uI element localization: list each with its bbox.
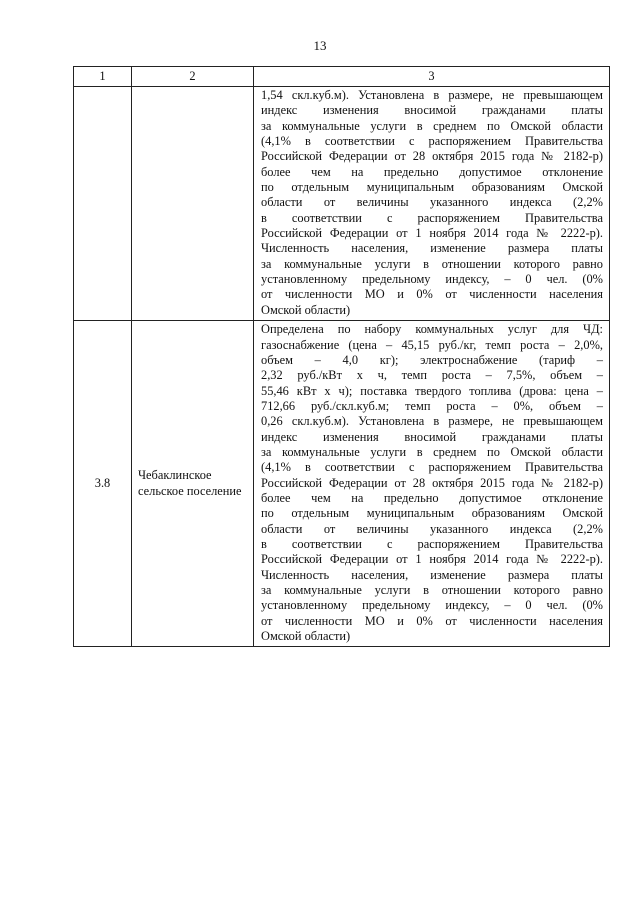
row-number [74, 87, 132, 321]
text-line: от численности МО и 0% от численности населения [261, 613, 603, 628]
text-line: более чем на предельно допустимое отклонение [261, 490, 603, 505]
text-line: области от величины указанного индекса (2,2% [261, 521, 603, 536]
text-line: (4,1% в соответствии с распоряжением Правительства [261, 460, 603, 475]
municipality-name: Чебаклинское сельское поселение [132, 321, 254, 647]
text-line: Определена по набору коммунальных услуг для ЧД: [261, 322, 603, 337]
page-number: 13 [313, 38, 327, 53]
text-line: газоснабжение (цена – 45,15 руб./кг, темп роста – 2,0%, [261, 337, 603, 352]
text-line: в соответствии с распоряжением Правительства [261, 210, 603, 225]
text-line: за коммунальные услуги в отношении которого равно [261, 583, 603, 597]
text-line: индекс изменения вносимой гражданами платы [261, 429, 603, 444]
column-header-3: 3 [254, 67, 610, 87]
column-header-2: 2 [132, 67, 254, 87]
text-line: Омской области) [261, 629, 351, 644]
text-line: Российской Федерации от 1 ноября 2014 года № 2222-р). [261, 552, 603, 567]
table-row [74, 321, 610, 647]
text-line: установленному предельному индексу, – 0 чел. (0% [261, 598, 603, 613]
municipality-name [132, 87, 254, 321]
text-line: 2,32 руб./кВт х ч, темп роста – 7,5%, объем – [261, 368, 603, 383]
text-line: Численность населения, изменение размера платы [261, 567, 603, 582]
description-cell [254, 87, 610, 321]
row-number: 3.8 [74, 321, 132, 647]
text-line: Численность населения, изменение размера платы [261, 241, 603, 256]
text-line: 712,66 руб./скл.куб.м; темп роста – 0%, объем – [261, 398, 603, 413]
text-line: от численности МО и 0% от численности населения [261, 287, 603, 302]
text-line: 1,54 скл.куб.м). Установлена в размере, не превышающем [261, 88, 603, 102]
text-line: 55,46 кВт х ч); поставка твердого топлива (дрова: цена – [261, 383, 603, 398]
text-line: Российской Федерации от 28 октября 2015 года № 2182-р) [261, 475, 603, 490]
text-line: по отдельным муниципальным образованиям Омской [261, 180, 603, 195]
description-cell [254, 321, 610, 647]
text-line: 0,26 скл.куб.м). Установлена в размере, не превышающем [261, 414, 603, 429]
text-line: области от величины указанного индекса (2,2% [261, 195, 603, 210]
text-line: в соответствии с распоряжением Правительства [261, 536, 603, 551]
text-line: объем – 4,0 кг); электроснабжение (тариф – [261, 352, 603, 367]
column-header-1: 1 [74, 67, 132, 87]
text-line: по отдельным муниципальным образованиям Омской [261, 506, 603, 521]
text-line: за коммунальные услуги в отношении которого равно [261, 256, 603, 271]
table-row [74, 87, 610, 321]
text-line: Российской Федерации от 1 ноября 2014 года № 2222-р). [261, 226, 603, 241]
text-line: Омской области) [261, 302, 351, 317]
text-line: за коммунальные услуги в среднем по Омской области [261, 444, 603, 459]
document-table [73, 66, 610, 647]
table-header-row [74, 67, 610, 87]
text-line: за коммунальные услуги в среднем по Омской области [261, 118, 603, 133]
text-line: установленному предельному индексу, – 0 чел. (0% [261, 272, 603, 287]
text-line: (4,1% в соответствии с распоряжением Правительства [261, 134, 603, 149]
text-line: Российской Федерации от 28 октября 2015 года № 2182-р) [261, 149, 603, 164]
text-line: индекс изменения вносимой гражданами платы [261, 103, 603, 118]
text-line: более чем на предельно допустимое отклонение [261, 164, 603, 179]
